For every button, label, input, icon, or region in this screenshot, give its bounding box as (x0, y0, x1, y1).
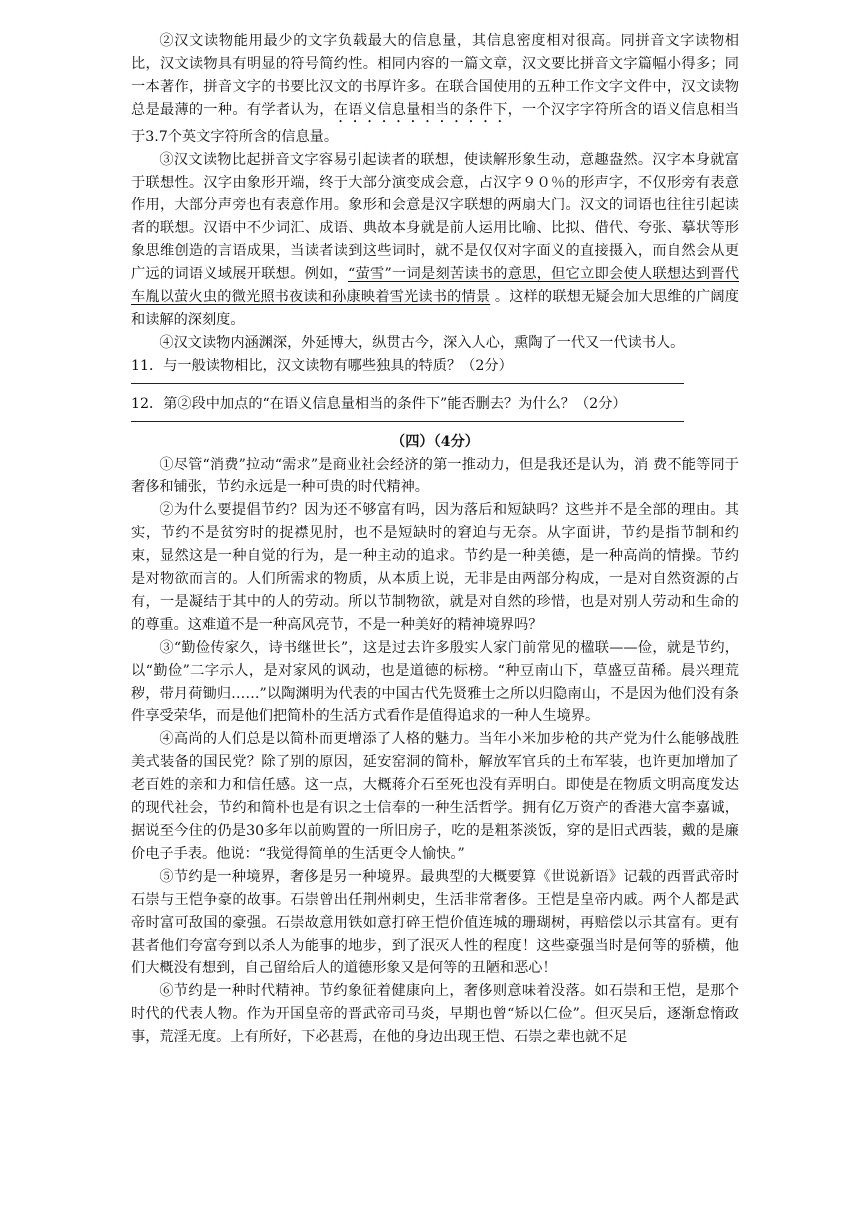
section-4-paragraph-4: ④高尚的人们总是以简朴而更增添了人格的魅力。当年小米加步枪的共产党为什么能够战胜美式装备的国民党？除了别的原因，延安窑洞的简朴，解放军官兵的土布军装，也许更加增加了老百姓的亲和力和信任感。这一点，大概蒋介石至死也没有弄明白。即使是在物质文明高度发达的现代社会，节约和简朴也是有识之士信奉的一种生活哲学。拥有亿万资产的香港大富李嘉诚，据说至今住的仍是30多年以前购置的一所旧房子，吃的是粗茶淡饭，穿的是旧式西装，戴的是廉价电子手表。他说：“我觉得简单的生活更令人愉快。” (131, 731, 739, 862)
question-11: 11．与一般读物相比，汉文读物有哪些独具的特质？（2分） (131, 357, 513, 374)
answer-line-11[interactable] (131, 383, 684, 384)
section-4-paragraph-1: ①尽管“消费”拉动“需求”是商业社会经济的第一推动力，但是我还是认为，消 费不能等同于奢侈和铺张，节约永远是一种可贵的时代精神。 (131, 456, 739, 496)
section-4-paragraph-2: ②为什么要提倡节约？因为还不够富有吗，因为落后和短缺吗？这些并不是全部的理由。其实，节约不是贫穷时的捉襟见肘，也不是短缺时的窘迫与无奈。从字面讲，节约是指节制和约束，显然这是一种自觉的行为，是一种主动的追求。节约是一种美德，是一种高尚的情操。节约是对物欲而言的。人们所需求的物质，从本质上说，无非是由两部分构成，一是对自然资源的占有，一是凝结于其中的人的劳动。所以节制物欲，就是对自然的珍惜，也是对别人劳动和生命的的尊重。这难道不是一种高风亮节，不是一种美好的精神境界吗？ (131, 502, 739, 633)
question-12: 12．第②段中加点的“在语义信息量相当的条件下”能否删去？为什么？（2分） (131, 395, 627, 412)
answer-line-12[interactable] (131, 421, 684, 422)
section-4-paragraph-3: ③“勤俭传家久，诗书继世长”，这是过去许多殷实人家门前常见的楹联——俭，就是节约，以“勤俭”二字示人，是对家风的讽动，也是道德的标榜。“种豆南山下，草盛豆苗稀。晨兴理荒秽，带月荷锄归……”以陶渊明为代表的中国古代先贤雅士之所以归隐南山，不是因为他们没有条件享受荣华，而是他们把简朴的生活方式看作是值得追求的一种人生境界。 (131, 639, 739, 725)
paragraph-3-text-a: ③汉文读物比起拼音文字容易引起读者的联想，使读解形象生动，意趣盎然。汉字本身就富于联想性。汉字由象形开端，终于大部分演变成会意，占汉字９０％的形声字，不仅形旁有表意作用，大部分声旁也有表意作用。象形和会意是汉字联想的两扇大门。汉文的词语也往往引起读者的联想。汉语中不少词汇、成语、典故本身就是前人运用比喻、比拟、借代、夸张、摹状等形象思维创造的言语成果，当读者读到这些词时，就不是仅仅对字面义的直接摄入，而自然会从更广远的词语义域展开联想。例如， (131, 151, 739, 283)
dotted-phrase: 在语义信息量相当的条件下 (333, 101, 508, 118)
exam-page (131, 30, 739, 1049)
paragraph-4: ④汉文读物内涵渊深，外延博大，纵贯古今，深入人心，熏陶了一代又一代读书人。 (159, 334, 685, 351)
paragraph-2-text-b: ，一个汉字字符所含的语义信息相当于3.7个英文字符所含的信息量。 (131, 101, 739, 145)
underlined-sentence: “萤雪”一词是刻苦读书的意思，但它立即会使人联想达到晋代车胤以萤火虫的微光照书夜读和孙康映着雪光读书的情景 (131, 266, 739, 306)
paragraph-3 (131, 149, 739, 332)
section-4-title: （四）（4分） (391, 433, 479, 450)
paragraph-2-text-a: ②汉文读物能用最少的文字负载最大的信息量，其信息密度相对很高。同拼音文字读物相比，汉文读物具有明显的符号简约性。相同内容的一篇文章，汉文要比拼音文字篇幅小得多；同一本著作，拼音文字的书要比汉文的书厚许多。在联合国使用的五种工作文字文件中，汉文读物总是最薄的一种。有学者认为， (131, 33, 739, 118)
paragraph-3-text-b: 。这样的联想无疑会加大思维的广阔度和读解的深刻度。 (131, 289, 739, 328)
section-4-paragraph-5: ⑤节约是一种境界，奢侈是另一种境界。最典型的大概要算《世说新语》记载的西晋武帝时石崇与王恺争豪的故事。石崇曾出任荆州刺史，生活非常奢侈。王恺是皇帝内戚。两个人都是武帝时富可敌国的豪强。石崇故意用铁如意打碎王恺价值连城的珊瑚树，再赔偿以示其富有。更有甚者他们夸富夸到以杀人为能事的地步，到了泯灭人性的程度！这些豪强当时是何等的骄横，他们大概没有想到，自己留给后人的道德形象又是何等的丑陋和恶心！ (131, 868, 739, 977)
section-4-paragraph-6: ⑥节约是一种时代精神。节约象征着健康向上，奢侈则意味着没落。如石崇和王恺，是那个时代的代表人物。作为开国皇帝的晋武帝司马炎，早期也曾“矫以仁俭”。但灭吴后，逐渐怠惰政事，荒淫无度。上有所好，下必甚焉，在他的身边出现王恺、石崇之辈也就不足 (131, 983, 739, 1046)
paragraph-2 (131, 30, 739, 149)
